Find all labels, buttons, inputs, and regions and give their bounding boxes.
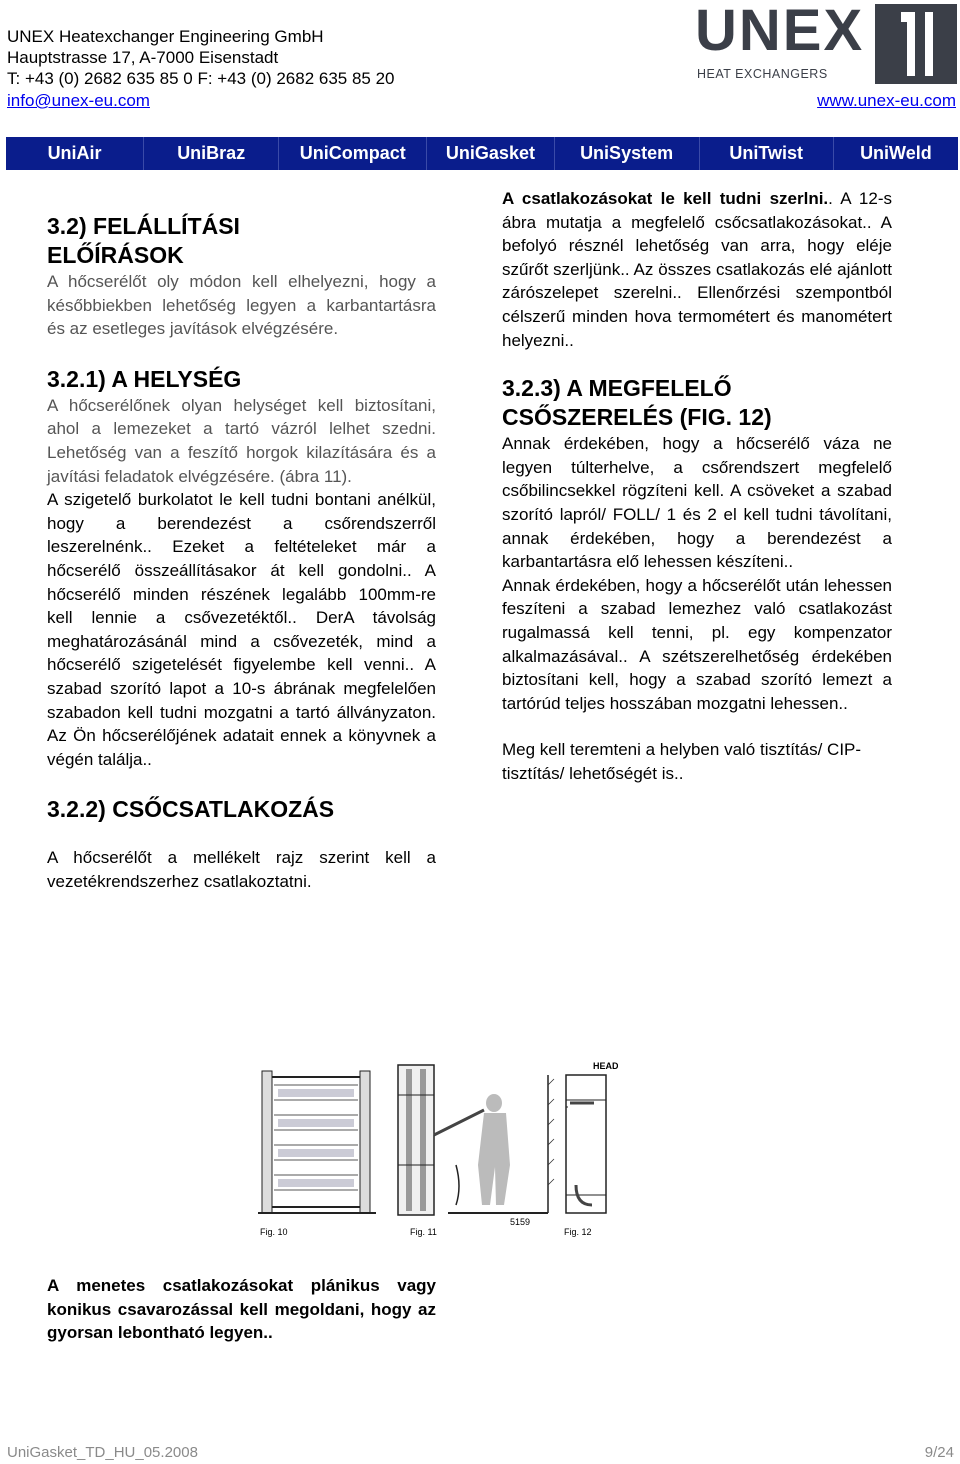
- head-label: HEAD: [593, 1061, 618, 1071]
- nav-uniweld[interactable]: UniWeld: [860, 143, 932, 163]
- logo-subtitle: HEAT EXCHANGERS: [697, 67, 828, 81]
- subsection-heading-csoszereles-cont: CSŐSZERELÉS (FIG. 12): [502, 404, 772, 431]
- right-column: [502, 187, 892, 785]
- section-heading: 3.2) FELÁLLÍTÁSI: [47, 213, 240, 239]
- subsection-heading-helyseg: 3.2.1) A HELYSÉG: [47, 365, 242, 392]
- company-phone: T: +43 (0) 2682 635 85 0 F: +43 (0) 2682 635 85 20: [7, 69, 395, 88]
- threaded-connections-note: A menetes csatlakozásokat plánikus vagy konikus csavarozással kell megoldani, hogy az gyorsan lebontható legyen..: [47, 1276, 436, 1343]
- email-link[interactable]: info@unex-eu.com: [7, 91, 150, 110]
- fig10-caption: Fig. 10: [260, 1227, 288, 1237]
- nav-unicompact[interactable]: UniCompact: [279, 137, 427, 170]
- cip-paragraph: Meg kell teremteni a helyben való tisztítás/ CIP- tisztítás/ lehetőségét is..: [502, 740, 862, 783]
- connections-text: . A 12-s ábra mutatja a megfelelő csőcsatlakozásokat.. A befolyó résznél lehetőség van arra, hogy eléje szűrőt szerljünk.. Az összes csatlakozás elé ajánlott zárószelepet szerelni.. Ellenőrzési szempontból célszerű minden hova termométert és manométert helyezni..: [502, 189, 892, 350]
- fig12-drawing: [566, 1061, 618, 1213]
- unex-logo: [695, 0, 960, 84]
- connections-lead: A csatlakozásokat le kell tudni szerlni.: [502, 189, 829, 208]
- logo-emblem-icon: [875, 4, 957, 84]
- footer-page-number: 9/24: [924, 1444, 954, 1461]
- piping-paragraph: Annak érdekében, hogy a hőcserélő váza ne legyen túlterhelve, a csőrendszert megfelelő csőbilincsekkel rögzíteni kell. A csöveket a szabad szorító lapról/ FOLL/ 1 és 2 el kell tudni távolítani, annak érdekében, hogy a berendezést a karbantartásra elő lehessen készíteni..: [502, 434, 892, 572]
- tension-paragraph: Annak érdekében, hogy a hőcserélőt után lehessen feszíteni a szabad lemezhez való csatlakozást rugalmassá kell tenni, pl. egy kompenzator alkalmazásával.. A szétszerelhetőség érdekében biztosítani kell, hogy a szabad szorító lemezt a tartórúd teljes hosszában mozgatni lehessen..: [502, 575, 892, 713]
- helyseg-paragraph: A hőcserélőnek olyan helységet kell biztosítani, ahol a lemezeket a tartó vázról lelhet szedni. Lehetőség van a feszítő horgok kilazítására és a javítási feladatok elvégzésére. (ábra 11).: [47, 395, 436, 486]
- company-name: UNEX Heatexchanger Engineering GmbH: [7, 27, 324, 46]
- nav-unisystem[interactable]: UniSystem: [555, 137, 700, 170]
- fig12-caption: Fig. 12: [564, 1227, 592, 1237]
- logo-word: UNEX: [695, 0, 865, 63]
- nav-unigasket[interactable]: UniGasket: [427, 137, 554, 170]
- drawing-code: 5159: [510, 1217, 531, 1227]
- product-nav: [6, 137, 958, 170]
- nav-uniair[interactable]: UniAir: [6, 137, 144, 170]
- nav-unibraz[interactable]: UniBraz: [144, 137, 279, 170]
- insulation-paragraph: A szigetelő burkolatot le kell tudni bontani anélkül, hogy a berendezést a csőrendszerről leszerelnénk.. Ezeket a feltételeket már a hőcserélő összeállításakor át kell gondolni.. A hőcserélő minden részének legalább 100mm-re kell lennie a csővezetéktől.. DerA távolság meghatározásánál mind a csővezeték, mind a hőcserélő szigetelését figyelembe kell venni.. A szabad szorító lapot a 10-s ábrának megfelelően szabadon kell tudni mozgatni a tartó állványzaton. Az Ön hőcserélőjének adatait ennek a könyvnek a végén találja..: [47, 490, 436, 769]
- connections-paragraph: [502, 187, 892, 352]
- fig11-drawing: [398, 1065, 554, 1227]
- section-heading-cont: ELŐÍRÁSOK: [47, 242, 184, 268]
- installation-drawing: [248, 1055, 618, 1240]
- website-link[interactable]: www.unex-eu.com: [817, 91, 956, 110]
- intro-paragraph: A hőcserélőt oly módon kell elhelyezni, hogy a későbbiekben lehetőség legyen a karbantartásra és az esetleges javítások elvégzésére.: [47, 272, 436, 339]
- installation-figure: [248, 1055, 618, 1240]
- subsection-heading-csocsatlakozas: 3.2.2) CSŐCSATLAKOZÁS: [47, 796, 335, 823]
- nav-unitwist[interactable]: UniTwist: [700, 137, 834, 170]
- company-address: Hauptstrasse 17, A-7000 Eisenstadt: [7, 48, 279, 67]
- connection-paragraph: A hőcserélőt a mellékelt rajz szerint kell a vezetékrendszerhez csatlakoztatni.: [47, 848, 436, 891]
- left-column: [47, 212, 436, 893]
- subsection-heading-csoszereles: 3.2.3) A MEGFELELŐ: [502, 375, 732, 402]
- footer-document-id: UniGasket_TD_HU_05.2008: [7, 1444, 198, 1461]
- fig10-drawing: [258, 1071, 376, 1213]
- fig11-caption: Fig. 11: [410, 1227, 437, 1237]
